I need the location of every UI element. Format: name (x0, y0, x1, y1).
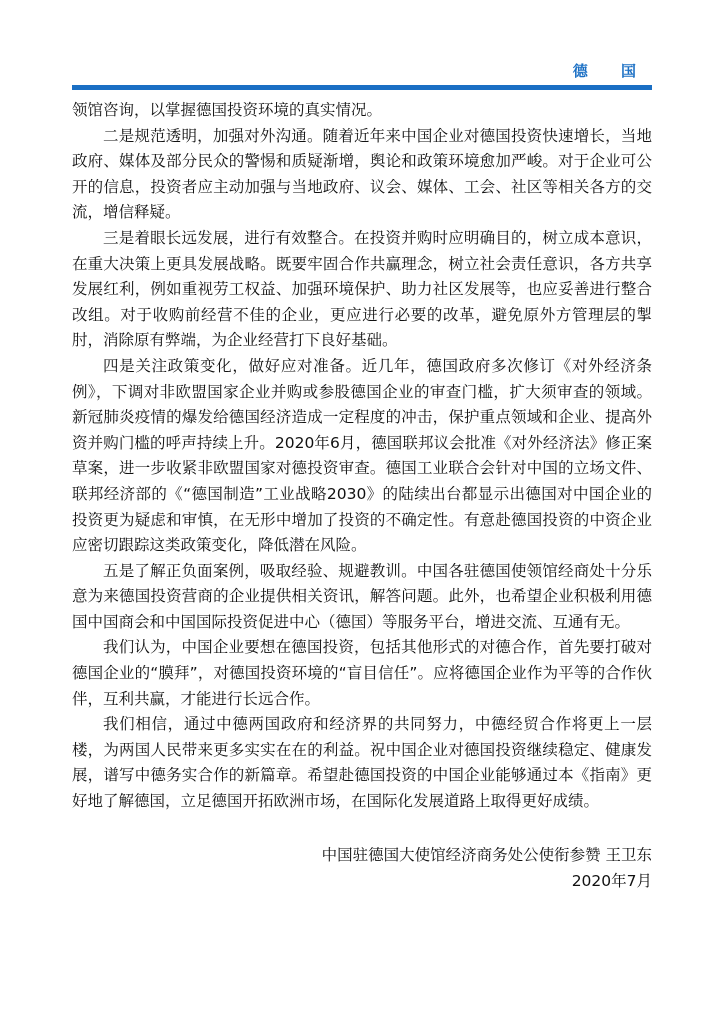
paragraph: 我们认为，中国企业要想在德国投资，包括其他形式的对德合作，首先要打破对德国企业的“膜拜”，对德国投资环境的“盲目信任”。应将德国企业作为平等的合作伙伴，互利共赢，才能进行长远合作。 (72, 638, 652, 708)
signature-block (72, 843, 652, 894)
signature-date: 2020年7月 (571, 871, 652, 890)
paragraph: 五是了解正负面案例，吸取经验、规避教训。中国各驻德国使领馆经商处十分乐意为来德国投资营商的企业提供相关资讯，解答问题。此外，也希望企业积极利用德国中国商会和中国国际投资促进中心（德国）等服务平台，增进交流、互通有无。 (72, 561, 652, 631)
paragraph: 我们相信，通过中德两国政府和经济界的共同努力，中德经贸合作将更上一层楼，为两国人民带来更多实实在在的利益。祝中国企业对德国投资继续稳定、健康发展，谱写中德务实合作的新篇章。希望赴德国投资的中国企业能够通过本《指南》更好地了解德国，立足德国开拓欧洲市场，在国际化发展道路上取得更好成绩。 (72, 715, 652, 811)
paragraph: 二是规范透明，加强对外沟通。随着近年来中国企业对德国投资快速增长，当地政府、媒体及部分民众的警惕和质疑渐增，舆论和政策环境愈加严峻。对于企业可公开的信息，投资者应主动加强与当地政府、议会、媒体、工会、社区等相关各方的交流，增信释疑。 (72, 126, 652, 222)
body-text (72, 98, 652, 815)
running-header: 德 国 (572, 62, 650, 80)
header-rule (72, 85, 652, 90)
paragraph: 四是关注政策变化，做好应对准备。近几年，德国政府多次修订《对外经济条例》，下调对非欧盟国家企业并购或参股德国企业的审查门槛，扩大须审查的领域。新冠肺炎疫情的爆发给德国经济造成一定程度的冲击，保护重点领域和企业、提高外资并购门槛的呼声持续上升。2020年6月，德国联邦议会批准《对外经济法》修正案草案，进一步收紧非欧盟国家对德投资审查。德国工业联合会针对中国的立场文件、联邦经济部的《“德国制造”工业战略2030》的陆续出台都显示出德国对中国企业的投资更为疑虑和审慎，在无形中增加了投资的不确定性。有意赴德国投资的中资企业应密切跟踪这类政策变化，降低潜在风险。 (72, 356, 652, 555)
signature-author: 中国驻德国大使馆经济商务处公使衔参赞 王卫东 (321, 846, 652, 864)
paragraph: 领馆咨询，以掌握德国投资环境的真实情况。 (72, 101, 383, 119)
paragraph: 三是着眼长远发展，进行有效整合。在投资并购时应明确目的，树立成本意识，在重大决策上更具发展战略。既要牢固合作共赢理念，树立社会责任意识，各方共享发展红利，例如重视劳工权益、加强环境保护、助力社区发展等，也应妥善进行整合改组。对于收购前经营不佳的企业，更应进行必要的改革，避免原外方管理层的掣肘，消除原有弊端，为企业经营打下良好基础。 (72, 228, 652, 350)
